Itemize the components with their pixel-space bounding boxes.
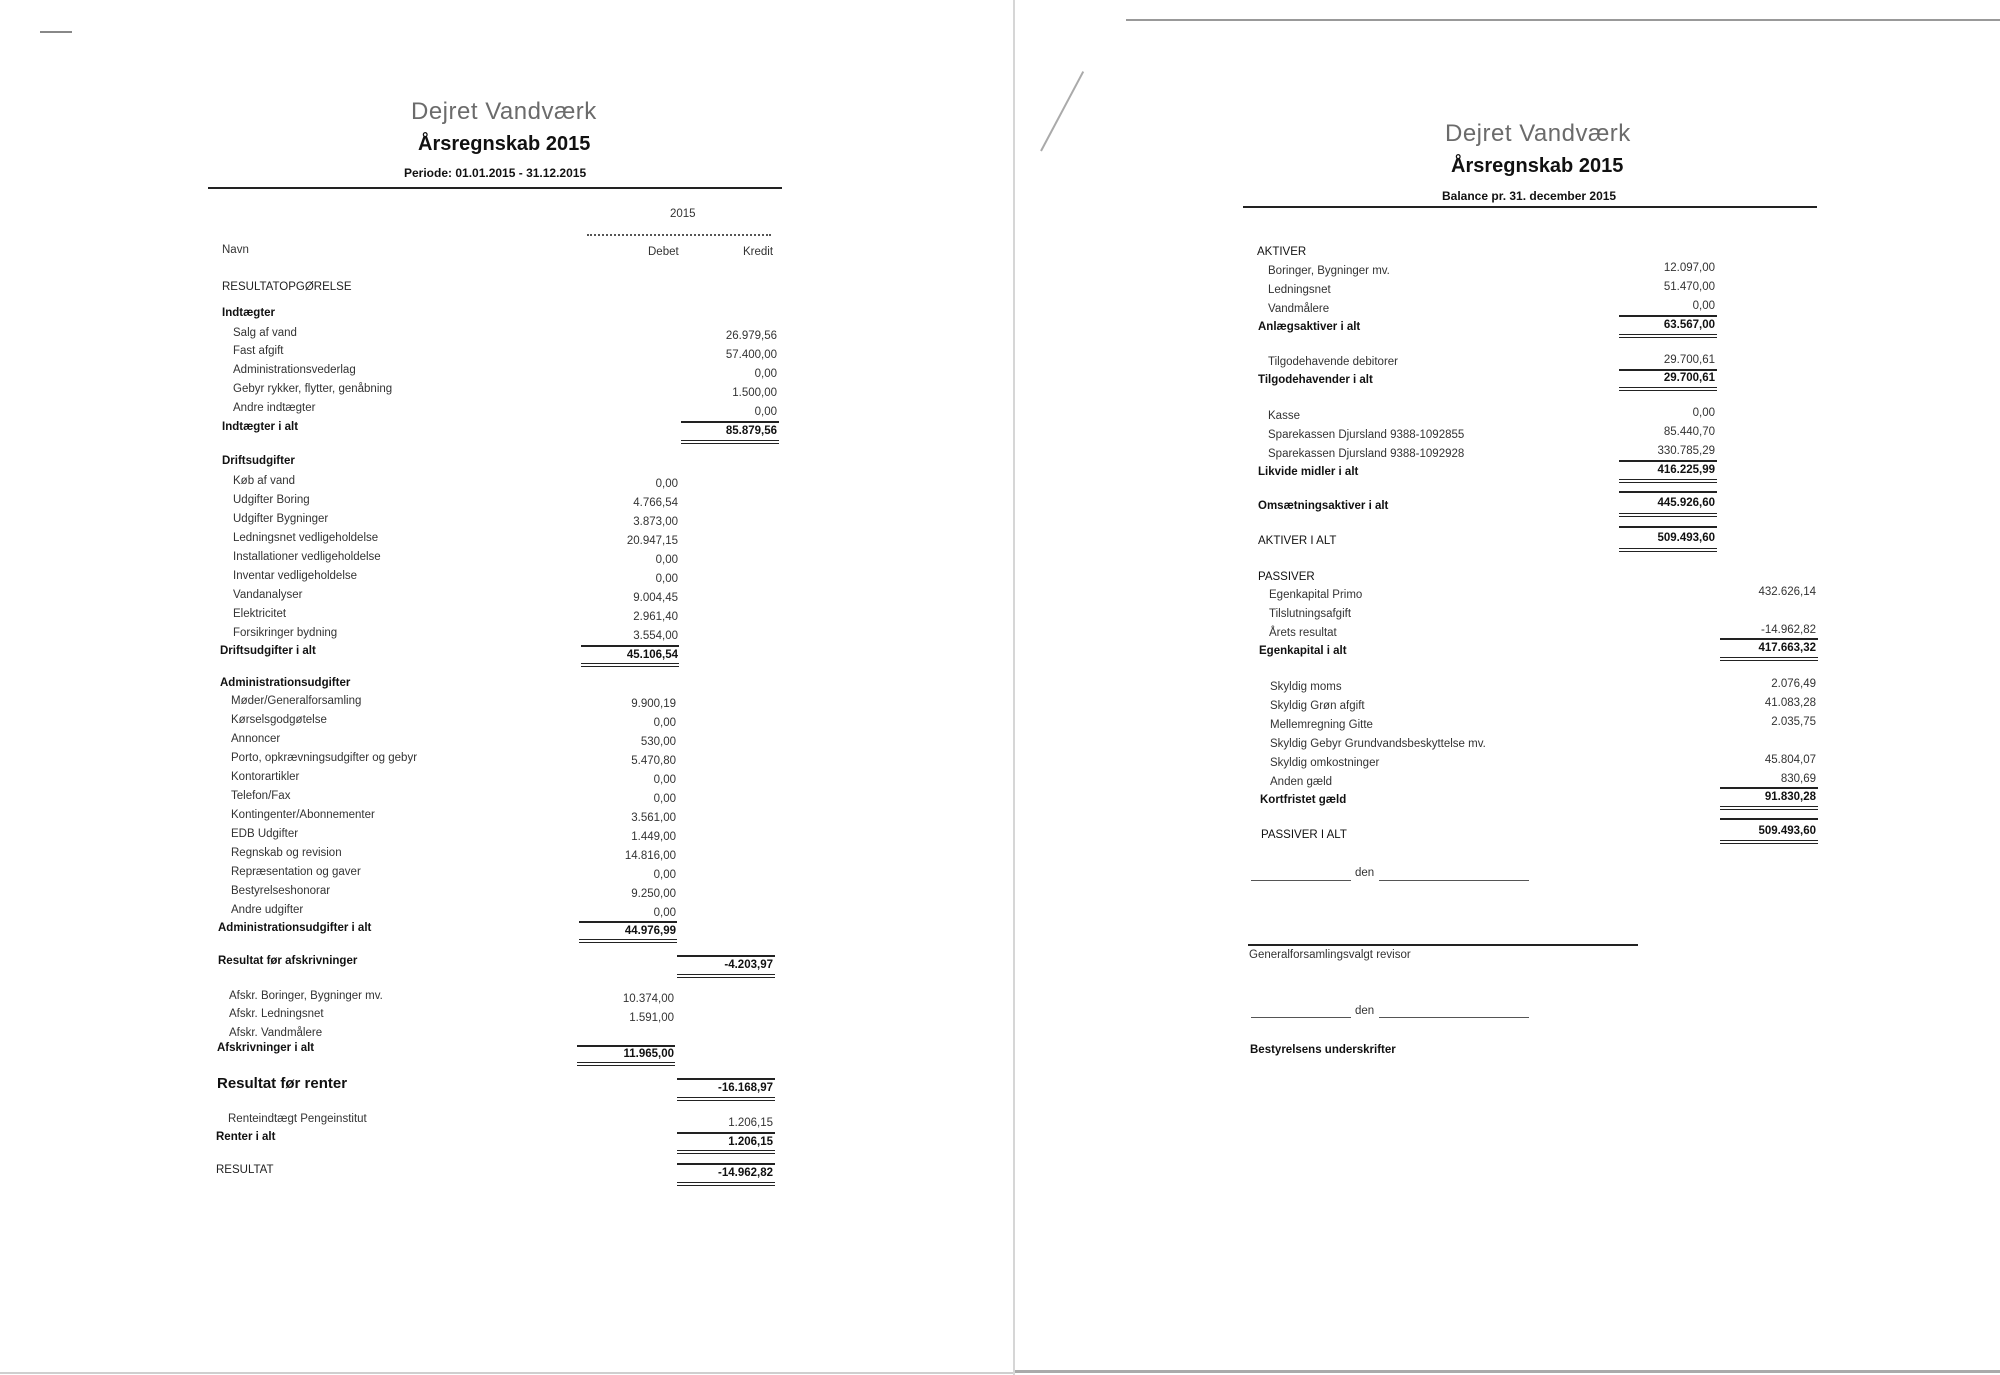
date-line: [1379, 880, 1529, 881]
liquid-asset-label: Kasse: [1268, 410, 1300, 422]
short-term-item-value: 41.083,28: [1764, 697, 1816, 709]
receivable-value: 29.700,61: [1663, 354, 1715, 366]
depreciation-item-label: Afskr. Ledningsnet: [229, 1008, 324, 1020]
income-item-kredit: 26.979,56: [725, 330, 777, 342]
signature-line: [1251, 880, 1351, 881]
fixed-asset-value: 12.097,00: [1663, 262, 1715, 274]
income-item-kredit: 57.400,00: [725, 349, 777, 361]
income-item-label: Administrationsvederlag: [233, 364, 356, 376]
liabilities-grand-total-label: PASSIVER I ALT: [1261, 829, 1347, 841]
operations-item-label: Udgifter Boring: [233, 494, 310, 506]
fixed-asset-label: Vandmålere: [1268, 303, 1330, 315]
short-term-item-label: Mellemregning Gitte: [1270, 719, 1373, 731]
short-term-item-value: 45.804,07: [1764, 754, 1816, 766]
fixed-asset-label: Boringer, Bygninger mv.: [1268, 265, 1390, 277]
admin-item-label: Bestyrelseshonorar: [231, 885, 331, 897]
balance-date-label: Balance pr. 31. december 2015: [1442, 189, 1617, 203]
liquid-total-label: Likvide midler i alt: [1258, 466, 1359, 478]
equity-total-value: 417.663,32: [1758, 642, 1816, 654]
liquid-asset-label: Sparekassen Djursland 9388-1092928: [1268, 448, 1465, 460]
admin-item-debet: 9.900,19: [631, 698, 676, 710]
operations-item-debet: 0,00: [655, 554, 678, 566]
subtotal-underline: [1619, 491, 1717, 493]
subtotal-underline: [677, 955, 775, 957]
result-before-depreciation-label: Resultat før afskrivninger: [218, 955, 358, 967]
short-term-item-label: Skyldig Grøn afgift: [1270, 700, 1365, 712]
operations-item-debet: 20.947,15: [626, 535, 678, 547]
income-total-label: Indtægter i alt: [222, 421, 299, 433]
admin-item-debet: 5.470,80: [631, 755, 676, 767]
depreciation-item-debet: 10.374,00: [622, 993, 674, 1005]
operations-total-value: 45.106,54: [626, 649, 678, 661]
operations-item-label: Vandanalyser: [233, 589, 303, 601]
admin-item-label: Andre udgifter: [231, 904, 304, 916]
total-double-underline: [681, 440, 779, 444]
total-double-underline: [677, 974, 775, 978]
assets-heading: AKTIVER: [1257, 246, 1307, 258]
operations-item-label: Ledningsnet vedligeholdelse: [233, 532, 379, 544]
scan-edge: [0, 1372, 1013, 1374]
signature-den-label: den: [1355, 867, 1375, 879]
date-line: [1379, 1017, 1529, 1018]
short-term-total-label: Kortfristet gæld: [1260, 794, 1347, 806]
document-title: Årsregnskab 2015: [1451, 155, 1624, 177]
admin-item-debet: 14.816,00: [624, 850, 676, 862]
page-fold-corner: [1040, 71, 1084, 151]
operations-item-label: Elektricitet: [233, 608, 287, 620]
equity-item-label: Egenkapital Primo: [1269, 589, 1363, 601]
income-item-kredit: 1.500,00: [732, 387, 777, 399]
subtotal-underline: [1619, 460, 1717, 462]
operations-item-label: Inventar vedligeholdelse: [233, 570, 358, 582]
admin-heading: Administrationsudgifter: [220, 677, 351, 689]
short-term-item-value: 830,69: [1780, 773, 1816, 785]
operations-total-label: Driftsudgifter i alt: [220, 645, 316, 657]
operations-item-label: Udgifter Bygninger: [233, 513, 329, 525]
equity-item-label: Tilslutningsafgift: [1269, 608, 1352, 620]
liquid-asset-label: Sparekassen Djursland 9388-1092855: [1268, 429, 1465, 441]
depreciation-item-label: Afskr. Vandmålere: [229, 1027, 323, 1039]
admin-item-label: Møder/Generalforsamling: [231, 695, 362, 707]
operations-item-debet: 2.961,40: [633, 611, 678, 623]
board-signatures-label: Bestyrelsens underskrifter: [1250, 1044, 1396, 1056]
liabilities-grand-total-value: 509.493,60: [1758, 825, 1816, 837]
admin-item-debet: 0,00: [653, 793, 676, 805]
equity-item-label: Årets resultat: [1269, 627, 1337, 639]
admin-item-debet: 530,00: [640, 736, 676, 748]
operations-item-label: Køb af vand: [233, 475, 296, 487]
total-double-underline: [1720, 806, 1818, 810]
assets-grand-total-value: 509.493,60: [1657, 532, 1715, 544]
liquid-total-value: 416.225,99: [1657, 464, 1715, 476]
page-fold-edge: [1126, 19, 2000, 21]
operations-item-debet: 0,00: [655, 573, 678, 585]
total-double-underline: [1720, 657, 1818, 661]
operations-item-label: Forsikringer bydning: [233, 627, 338, 639]
receivable-label: Tilgodehavende debitorer: [1268, 356, 1398, 368]
subtotal-underline: [1720, 787, 1818, 789]
short-term-item-label: Anden gæld: [1270, 776, 1333, 788]
admin-item-debet: 3.561,00: [631, 812, 676, 824]
short-term-item-label: Skyldig Gebyr Grundvandsbeskyttelse mv.: [1270, 738, 1486, 750]
admin-item-debet: 1.449,00: [631, 831, 676, 843]
subtotal-underline: [1720, 638, 1818, 640]
admin-item-label: Kørselsgodgøtelse: [231, 714, 327, 726]
admin-item-label: Kontingenter/Abonnementer: [231, 809, 375, 821]
operations-item-debet: 3.873,00: [633, 516, 678, 528]
admin-total-label: Administrationsudgifter i alt: [218, 922, 372, 934]
income-heading: Indtægter: [222, 307, 276, 319]
result-before-interest-value: -16.168,97: [718, 1082, 773, 1094]
total-double-underline: [1619, 479, 1717, 483]
total-double-underline: [577, 1062, 675, 1066]
document-title: Årsregnskab 2015: [418, 133, 591, 155]
fixed-assets-total-label: Anlægsaktiver i alt: [1258, 321, 1361, 333]
equity-total-label: Egenkapital i alt: [1259, 645, 1347, 657]
signature-line: [1251, 1017, 1351, 1018]
assets-grand-total-label: AKTIVER I ALT: [1258, 535, 1337, 547]
admin-item-label: EDB Udgifter: [231, 828, 299, 840]
subtotal-underline: [1619, 526, 1717, 528]
fixed-asset-value: 0,00: [1692, 300, 1715, 312]
depreciation-item-label: Afskr. Boringer, Bygninger mv.: [229, 990, 383, 1002]
admin-item-debet: 9.250,00: [631, 888, 676, 900]
total-double-underline: [1619, 548, 1717, 552]
liquid-asset-value: 330.785,29: [1657, 445, 1715, 457]
result-value: -14.962,82: [718, 1167, 773, 1179]
total-double-underline: [1720, 840, 1818, 844]
operations-item-label: Installationer vedligeholdelse: [233, 551, 381, 563]
subtotal-underline: [1619, 369, 1717, 371]
equity-item-value: 432.626,14: [1758, 586, 1816, 598]
interest-total-label: Renter i alt: [216, 1131, 276, 1143]
income-item-label: Salg af vand: [233, 327, 297, 339]
result-before-interest-label: Resultat før renter: [217, 1075, 348, 1092]
equity-item-value: -14.962,82: [1761, 624, 1816, 636]
receivables-total-label: Tilgodehavender i alt: [1258, 374, 1373, 386]
admin-item-debet: 0,00: [653, 869, 676, 881]
scan-mark: [40, 31, 72, 33]
admin-item-debet: 0,00: [653, 907, 676, 919]
income-total-value: 85.879,56: [725, 425, 777, 437]
admin-item-label: Repræsentation og gaver: [231, 866, 361, 878]
current-assets-total-label: Omsætningsaktiver i alt: [1258, 500, 1389, 512]
depreciation-total-value: 11.965,00: [623, 1048, 674, 1060]
current-assets-total-value: 445.926,60: [1657, 497, 1715, 509]
income-item-label: Andre indtægter: [233, 402, 316, 414]
subtotal-underline: [681, 421, 779, 423]
subtotal-underline: [579, 921, 677, 923]
subtotal-underline: [581, 645, 679, 647]
interest-total-value: 1.206,15: [728, 1136, 773, 1148]
short-term-item-value: 2.076,49: [1771, 678, 1816, 690]
operations-item-debet: 9.004,45: [633, 592, 678, 604]
short-term-item-label: Skyldig moms: [1270, 681, 1342, 693]
total-double-underline: [581, 663, 679, 667]
period-label: Periode: 01.01.2015 - 31.12.2015: [404, 166, 587, 180]
total-double-underline: [677, 1097, 775, 1101]
admin-item-label: Telefon/Fax: [231, 790, 291, 802]
scan-edge: [1015, 1370, 2000, 1373]
operations-heading: Driftsudgifter: [222, 455, 295, 467]
subtotal-underline: [677, 1163, 775, 1165]
operations-item-debet: 4.766,54: [633, 497, 678, 509]
admin-item-label: Porto, opkrævningsudgifter og gebyr: [231, 752, 418, 764]
fixed-asset-label: Ledningsnet: [1268, 284, 1331, 296]
total-double-underline: [1619, 387, 1717, 391]
year-header: 2015: [670, 208, 696, 220]
total-double-underline: [579, 939, 677, 943]
income-item-kredit: 0,00: [754, 368, 777, 380]
interest-item-label: Renteindtægt Pengeinstitut: [228, 1113, 367, 1125]
total-double-underline: [1619, 513, 1717, 517]
short-term-item-value: 2.035,75: [1771, 716, 1816, 728]
receivables-total-value: 29.700,61: [1663, 372, 1715, 384]
short-term-item-label: Skyldig omkostninger: [1270, 757, 1380, 769]
income-item-label: Fast afgift: [233, 345, 284, 357]
depreciation-total-label: Afskrivninger i alt: [217, 1042, 315, 1054]
operations-item-debet: 3.554,00: [633, 630, 678, 642]
subtotal-underline: [577, 1045, 675, 1047]
fixed-assets-total-value: 63.567,00: [1663, 319, 1715, 331]
income-item-label: Gebyr rykker, flytter, genåbning: [233, 383, 393, 395]
liquid-asset-value: 0,00: [1692, 407, 1715, 419]
subtotal-underline: [677, 1132, 775, 1134]
admin-item-debet: 0,00: [653, 717, 676, 729]
auditor-signature-line: [1248, 944, 1638, 946]
column-debet-header: Debet: [648, 246, 679, 258]
brand-name: Dejret Vandværk: [1445, 120, 1631, 147]
short-term-total-value: 91.830,28: [1764, 791, 1816, 803]
year-dotted-rule: [587, 234, 771, 236]
subtotal-underline: [1619, 315, 1717, 317]
admin-total-value: 44.976,99: [624, 925, 676, 937]
balance-sheet-page: [1013, 0, 2000, 1375]
total-double-underline: [677, 1150, 775, 1154]
liabilities-heading: PASSIVER: [1258, 571, 1315, 583]
interest-item-kredit: 1.206,15: [728, 1117, 773, 1129]
brand-name: Dejret Vandværk: [411, 98, 597, 125]
header-rule: [1243, 206, 1817, 208]
result-before-depreciation-value: -4.203,97: [724, 959, 773, 971]
header-rule: [208, 187, 782, 189]
signature-den-label: den: [1355, 1005, 1375, 1017]
admin-item-label: Regnskab og revision: [231, 847, 342, 859]
total-double-underline: [1619, 334, 1717, 338]
total-double-underline: [677, 1182, 775, 1186]
admin-item-label: Annoncer: [231, 733, 281, 745]
subtotal-underline: [677, 1078, 775, 1080]
subtotal-underline: [1720, 818, 1818, 820]
section-heading: RESULTATOPGØRELSE: [222, 281, 352, 293]
depreciation-item-debet: 1.591,00: [629, 1012, 674, 1024]
admin-item-label: Kontorartikler: [231, 771, 300, 783]
column-name-header: Navn: [222, 244, 249, 256]
fixed-asset-value: 51.470,00: [1663, 281, 1715, 293]
income-item-kredit: 0,00: [754, 406, 777, 418]
liquid-asset-value: 85.440,70: [1663, 426, 1715, 438]
auditor-label: Generalforsamlingsvalgt revisor: [1249, 949, 1411, 961]
operations-item-debet: 0,00: [655, 478, 678, 490]
result-label: RESULTAT: [216, 1164, 274, 1176]
column-kredit-header: Kredit: [743, 246, 774, 258]
admin-item-debet: 0,00: [653, 774, 676, 786]
